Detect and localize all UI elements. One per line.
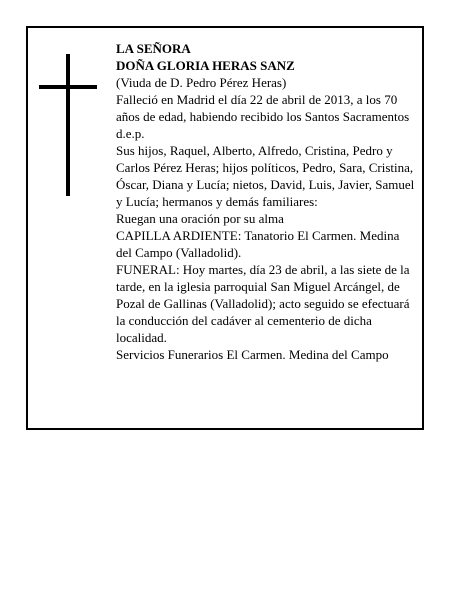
obituary-text xyxy=(116,40,416,363)
cross-horizontal-bar xyxy=(39,85,97,89)
obituary-notice xyxy=(26,26,424,430)
widow-of: (Viuda de D. Pedro Pérez Heras) xyxy=(116,75,287,90)
rip-abbreviation: d.e.p. xyxy=(116,126,145,141)
cross-icon xyxy=(39,54,97,196)
chapel-info: CAPILLA ARDIENTE: Tanatorio El Carmen. Medina del Campo (Valladolid). xyxy=(116,228,400,260)
funeral-services: Servicios Funerarios El Carmen. Medina del Campo xyxy=(116,347,389,362)
prayer-request: Ruegan una oración por su alma xyxy=(116,211,284,226)
notice-title: LA SEÑORA xyxy=(116,41,191,56)
funeral-info: FUNERAL: Hoy martes, día 23 de abril, a las siete de la tarde, en la iglesia parroquial San Miguel Arcángel, de Pozal de Gallinas (Valladolid); acto seguido se efectuará la conducción del cadáver al cementerio de dicha localidad. xyxy=(116,262,410,345)
cross-vertical-bar xyxy=(66,54,70,196)
family-list: Sus hijos, Raquel, Alberto, Alfredo, Cristina, Pedro y Carlos Pérez Heras; hijos políticos, Pedro, Sara, Cristina, Óscar, Diana y Lucía; nietos, David, Luis, Javier, Samuel y Lucía; hermanos y demás familiares: xyxy=(116,143,415,209)
death-details: Falleció en Madrid el día 22 de abril de 2013, a los 70 años de edad, habiendo recibido los Santos Sacramentos xyxy=(116,92,410,124)
deceased-name: DOÑA GLORIA HERAS SANZ xyxy=(116,58,295,73)
